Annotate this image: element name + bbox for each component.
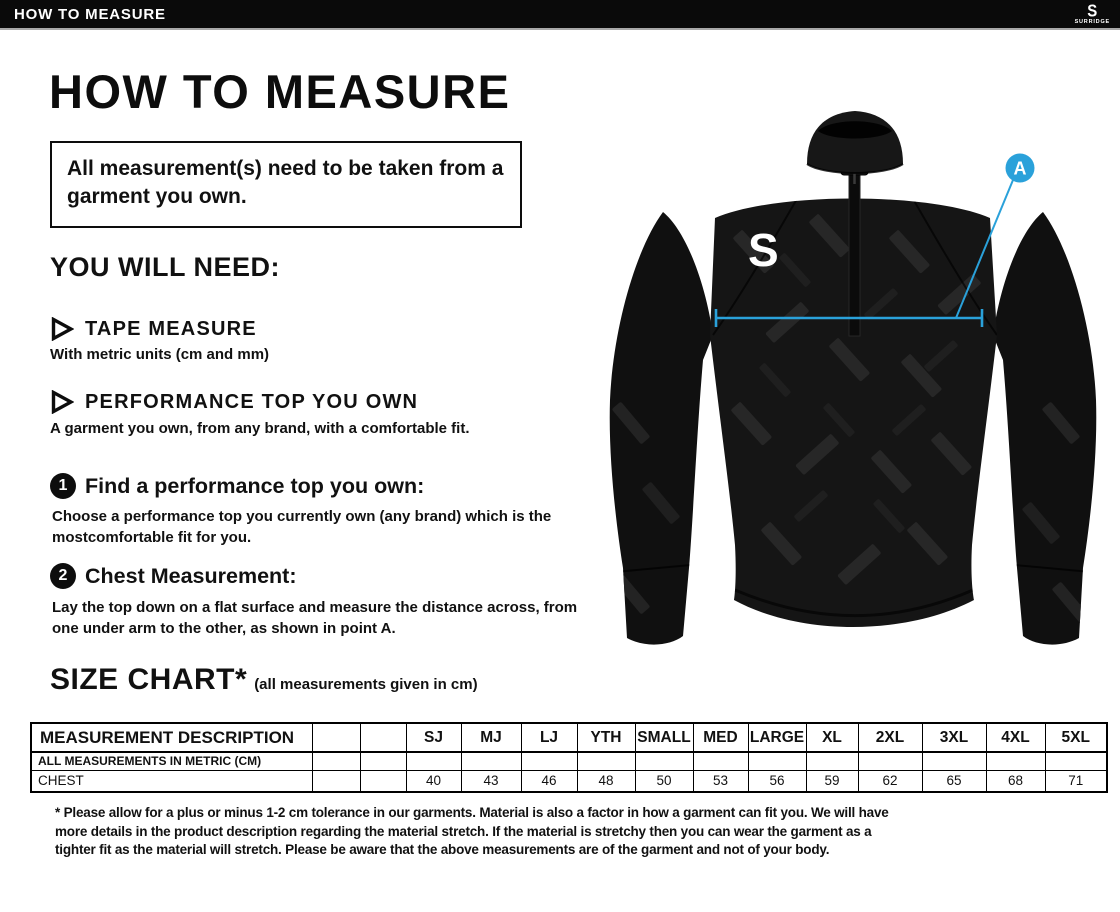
table-cell (986, 752, 1045, 770)
notice-box: All measurement(s) need to be taken from a garment you own. (50, 141, 522, 228)
garment-collar (807, 111, 903, 173)
table-header-cell: SMALL (635, 723, 693, 752)
step-1 (50, 473, 424, 499)
table-cell: ALL MEASUREMENTS IN METRIC (CM) (31, 752, 312, 770)
step-2-number-badge: 2 (50, 563, 76, 589)
table-header-cell: 3XL (922, 723, 986, 752)
step-2-description: Lay the top down on a flat surface and measure the distance across, from one under arm to the other, as shown in point A. (52, 599, 578, 638)
disclaimer-text: * Please allow for a plus or minus 1-2 cm tolerance in our garments. Material is also a factor in how a garment can fit you. We will have more details in the product description regarding the material stretch. If the material is stretchy then you can wear the garment as a tighter fit as the material will stretch. Please be aware that the above measurements are of the garment and not of your body. (55, 805, 889, 858)
step-1-description: Choose a performance top you currently own (any brand) which is the mostcomfortable fit for you. (52, 508, 552, 547)
need-item-title: TAPE MEASURE (85, 317, 257, 340)
table-cell (806, 752, 858, 770)
step-2-title: Chest Measurement: (85, 563, 297, 588)
need-item-subtitle: A garment you own, from any brand, with a comfortable fit. (50, 420, 470, 437)
table-header-cell: MEASUREMENT DESCRIPTION (31, 723, 312, 752)
step-1-title: Find a performance top you own: (85, 473, 425, 498)
table-cell: 46 (521, 770, 577, 792)
table-cell (635, 752, 693, 770)
table-header-row (31, 723, 1107, 752)
need-item-performance-top (50, 390, 418, 414)
header-bar (0, 0, 1120, 30)
table-cell (748, 752, 806, 770)
table-cell (1045, 752, 1107, 770)
table-row-chest (31, 770, 1107, 792)
table-cell (312, 770, 360, 792)
table-cell: 65 (922, 770, 986, 792)
table-cell: 59 (806, 770, 858, 792)
step-1-number-badge: 1 (50, 473, 76, 499)
table-cell (521, 752, 577, 770)
table-cell: 53 (693, 770, 748, 792)
header-title: HOW TO MEASURE (14, 5, 166, 23)
table-header-cell: 4XL (986, 723, 1045, 752)
table-cell (360, 752, 406, 770)
need-item-tape-measure (50, 317, 257, 341)
table-cell (461, 752, 521, 770)
table-cell: 48 (577, 770, 635, 792)
step-2 (50, 563, 296, 589)
surridge-wordmark: SURRIDGE (1074, 18, 1110, 25)
table-cell: CHEST (31, 770, 312, 792)
size-chart-table (30, 722, 1108, 793)
surridge-s-icon: S (1087, 1, 1098, 22)
triangle-bullet-icon (50, 317, 74, 341)
table-header-cell (312, 723, 360, 752)
table-cell (858, 752, 922, 770)
table-cell (406, 752, 461, 770)
table-header-cell: MED (693, 723, 748, 752)
garment-image (585, 100, 1120, 660)
table-header-cell: 5XL (1045, 723, 1107, 752)
garment-chest-logo: S (748, 224, 779, 276)
table-header-cell: SJ (406, 723, 461, 752)
point-a-marker (1006, 154, 1035, 183)
table-header-cell: MJ (461, 723, 521, 752)
page-title: HOW TO MEASURE (49, 65, 511, 118)
triangle-bullet-icon (50, 390, 74, 414)
table-cell: 62 (858, 770, 922, 792)
you-will-need-heading: YOU WILL NEED: (50, 252, 281, 282)
garment-body (710, 158, 997, 627)
table-cell: 50 (635, 770, 693, 792)
size-chart-heading (50, 663, 478, 697)
table-cell: 40 (406, 770, 461, 792)
table-header-cell: LJ (521, 723, 577, 752)
table-cell: 56 (748, 770, 806, 792)
table-cell: 68 (986, 770, 1045, 792)
table-header-cell: YTH (577, 723, 635, 752)
table-cell: 71 (1045, 770, 1107, 792)
table-cell (360, 770, 406, 792)
table-cell (577, 752, 635, 770)
surridge-logo (1074, 1, 1110, 26)
point-a-label: A (1013, 158, 1027, 179)
table-row-units (31, 752, 1107, 770)
table-header-cell: 2XL (858, 723, 922, 752)
need-item-subtitle: With metric units (cm and mm) (50, 346, 270, 363)
size-chart-subtitle: (all measurements given in cm) (254, 676, 478, 693)
table-header-cell: XL (806, 723, 858, 752)
table-header-cell (360, 723, 406, 752)
table-cell (693, 752, 748, 770)
need-item-title: PERFORMANCE TOP YOU OWN (85, 390, 419, 413)
table-cell (312, 752, 360, 770)
table-cell (922, 752, 986, 770)
table-cell: 43 (461, 770, 521, 792)
size-chart-title: SIZE CHART* (50, 663, 248, 696)
table-header-cell: LARGE (748, 723, 806, 752)
